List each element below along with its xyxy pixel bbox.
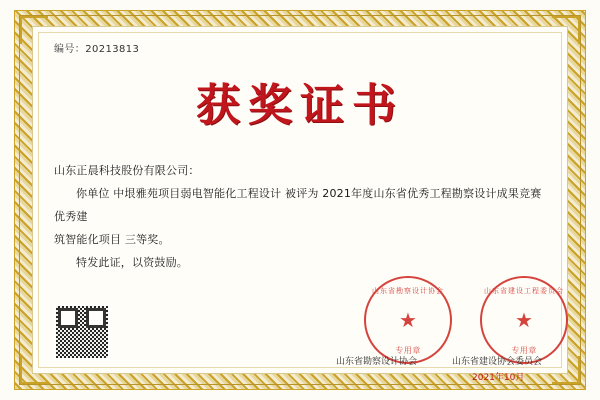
seal-committee-bottom-text: 专用章 [511,346,537,355]
seal-association-top-text: 山东省勘察设计协会 [372,287,444,295]
seal-association-bottom-text: 专用章 [395,346,421,355]
qr-code-icon [54,304,110,360]
serial-label: 编号： [54,44,86,55]
body-line-1: 你单位 中垠雅苑项目弱电智能化工程设计 被评为 2021年度山东省优秀工程勘察设计成果竞赛 优秀建 [54,187,542,224]
seal-area [334,276,594,383]
issue-date: 2021年10月 [472,373,525,383]
serial-value: 20213813 [85,44,140,55]
certificate-body [54,159,546,274]
seal-association-caption: 山东省勘察设计协会 [336,357,418,367]
recipient-line: 山东正晨科技股份有限公司： [54,164,200,177]
certificate-title: 获奖证书 [196,80,404,131]
star-icon: ★ [399,308,417,332]
seal-association [364,276,452,364]
serial-number [54,40,546,55]
seal-committee-top-text: 山东省建设工程委员会 [484,287,564,295]
seal-committee [480,276,568,364]
body-line-3: 特发此证，以资鼓励。 [76,256,188,270]
seal-committee-caption: 山东省建设协会委员会 [452,357,543,367]
star-icon-2: ★ [515,308,533,332]
body-line-2: 筑智能化项目 三等奖。 [54,233,170,247]
